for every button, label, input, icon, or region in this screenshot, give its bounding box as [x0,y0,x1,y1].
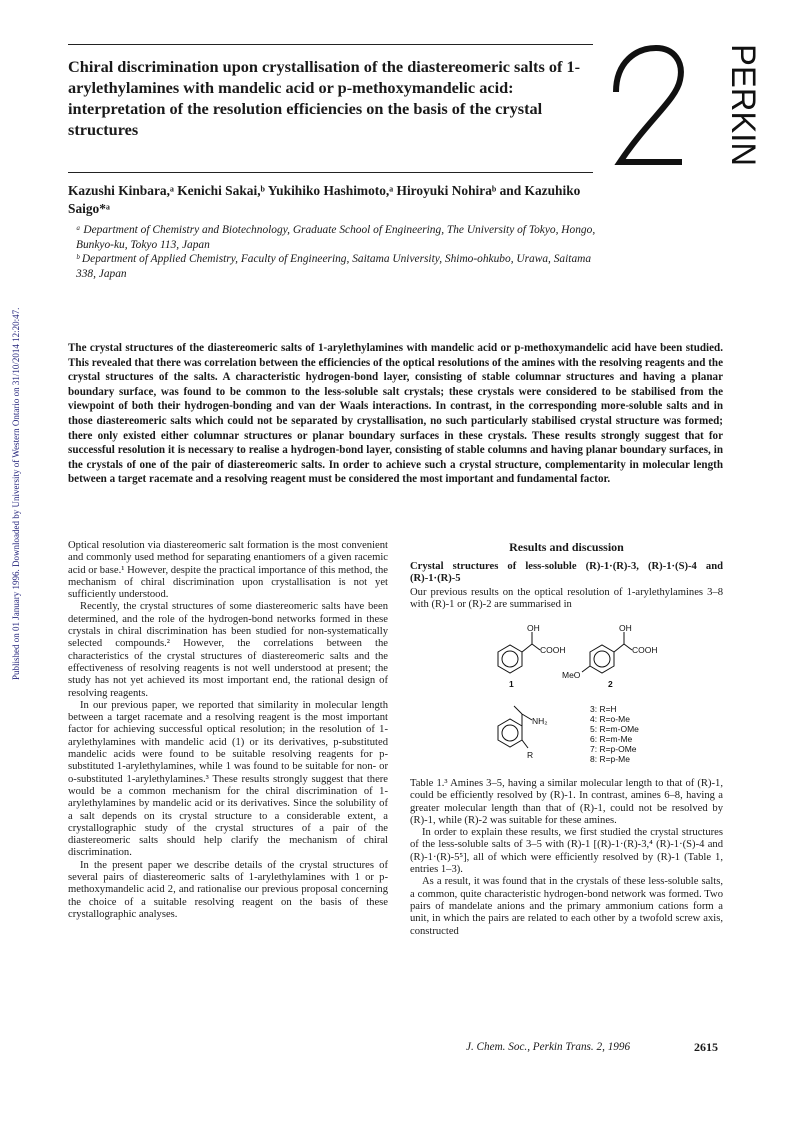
affiliation-b: ᵇ Department of Applied Chemistry, Faculty of Engineering, Saitama University, Shimo-ohkubo, Urawa, Saitama 338, Japan [76,253,592,280]
amine-list-8: 8: R=p-Me [590,754,630,764]
subsection-heading: Crystal structures of less-soluble (R)-1·(R)-3, (R)-1·(S)-4 and (R)-1·(R)-5 [410,561,723,585]
label-nh2: NH₂ [532,716,548,726]
download-watermark-text: Published on 01 January 1996. Downloaded by University of Western Ontario on 31/10/2014 12:20:47. [11,307,21,680]
label-cooh-1: COOH [540,645,566,655]
amine-list-4: 4: R=o-Me [590,714,630,724]
amine-list-6: 6: R=m-Me [590,734,633,744]
article-title: Chiral discrimination upon crystallisation of the diastereomeric salts of 1-arylethylamines with mandelic acid or p-methoxymandelic acid: interpretation of the resolution efficiencies on the basis of the crystal structures [68,57,581,139]
perkin-logo-number: 2 [608,40,609,41]
paragraph: Our previous results on the optical resolution of 1-arylethylamines 3–8 with (R)-1 or (R)-2 are summarised in [410,586,723,610]
paragraph: In the present paper we describe details of the crystal structures of several pairs of diastereomeric salts of 1-arylethylamines with 1 or p-methoxymandelic acid 2, and rationalise our previous proposal concerning the choice of a suitable resolving reagent on the basis of these crystallographic analyses. [68,859,388,920]
page-number: 2615 [694,1040,718,1054]
abstract: The crystal structures of the diastereomeric salts of 1-arylethylamines with mandelic acid or p-methoxymandelic acid have been studied. This revealed that there was correlation between the efficiencies of the optical resolutions of the amines with the resolving reagents and the crystal structures of the salts. A characteristic hydrogen-bond layer, consisting of stable columnar structures and having a planar boundary surface, was found to be common to the less-soluble salt crystals; these crystals were considered to be stabilised from the viewpoint of both their hydrogen-bonding and van der Waals interactions. In contrast, in the corresponding more-soluble salts and in those diastereomeric salts which could not be separated by crystallisation, no such particularly stabilised crystal structure was formed; there only existed either columnar structures or planar boundary surfaces in these crystals. These results strongly suggest that for successful resolution it is necessary to realise a hydrogen-bond layer, consisting of stable columns and having planar boundary surfaces, in the crystals of one of the pair of diastereomeric salts. In order to achieve such a crystal structure, complementarity in molecular length between a target racemate and a resolving reagent must be considered the most important and fundamental factor. [68,342,723,486]
label-cooh-2: COOH [632,645,658,655]
paragraph: Table 1.³ Amines 3–5, having a similar molecular length to that of (R)-1, could be efficiently resolved by (R)-1. In contrast, amines 6–8, having a greater molecular length than that of (R)-1, could not be resolved by (R)-1, while (R)-2 was suitable for these amines. [410,778,723,826]
label-oh-2: OH [619,623,632,633]
amine-list-3: 3: R=H [590,704,617,714]
affiliation-a: ᵃ Department of Chemistry and Biotechnology, Graduate School of Engineering, The University of Tokyo, Hongo, Bunkyo-ku, Tokyo 113, Japan [76,224,596,251]
paragraph: Recently, the crystal structures of some diastereomeric salts have been determined, and the role of the hydrogen-bond networks formed in these crystals in chiral discrimination has been studied for non-systematically selected compounds.² However, the correlations between the characteristics of the crystal structures of diastereomeric salts and the effectiveness of resolving reagents is not well understood at present; the study has not yet achieved its most important end, the rational design of resolving reagents. [68,601,388,699]
structure-arylethylamine [498,706,532,748]
label-oh-1: OH [527,623,540,633]
label-compound-1: 1 [509,679,514,689]
chemical-structures [410,622,723,772]
amine-list-7: 7: R=p-OMe [590,744,637,754]
title-top-rule [68,44,593,45]
section-heading: Results and discussion [509,540,624,554]
left-column [68,540,388,921]
paragraph: Optical resolution via diastereomeric salt formation is the most convenient and commonly used method for separating enantiomers of a given racemic acid or base.¹ However, despite the practical importance of this method, the mechanism of chiral discrimination upon crystallisation is not yet sufficiently understood. [68,540,388,601]
perkin-logo [608,40,762,171]
structure-methoxymandelic-acid [582,632,632,673]
download-watermark [4,210,21,680]
label-meo: MeO [562,670,581,680]
affiliations [76,223,596,281]
journal-citation: J. Chem. Soc., Perkin Trans. 2, 1996 [466,1041,631,1053]
title-bottom-rule [68,172,593,173]
paragraph: In our previous paper, we reported that similarity in molecular length between a target racemate and a resolving reagent is the most important factor for achieving successful optical resolution; in the resolution of 1-arylethylamines with mandelic acid (1) or its derivatives, p-substituted mandelic acids were found to be suitable resolving reagents for p-substituted 1-arylethylamines, while 1 was found to be suitable for non- or o-substituted 1-arylethylamines.³ These results strongly suggest that there would be a common mechanism for the chiral discrimination of 1-arylethylamines by mandelic acid or its derivatives. Since the solubility of a salt depends on its crystal structure to a considerable extent, a crystallographic study of the crystal structures of a pair of the diastereomeric salts should help clarify the mechanism of chiral discrimination. [68,699,388,859]
amine-list-5: 5: R=m-OMe [590,724,639,734]
perkin-logo-word: PERKIN [724,44,762,171]
paragraph: In order to explain these results, we first studied the crystal structures of the less-soluble salts of 3–5 with (R)-1 [(R)-1·(R)-3,⁴ (R)-1·(S)-4 and (R)-1·(R)-5⁵], all of which were efficiently resolved by (R)-1 (Table 1, entries 1–3). [410,827,723,876]
right-column-bottom [410,778,723,938]
label-compound-2: 2 [608,679,613,689]
paragraph: As a result, it was found that in the crystals of these less-soluble salts, a common, quite characteristic hydrogen-bond network was formed. Two pairs of mandelate anions and the primary ammonium cations form a unit, in which the pairs are related to each other by a twofold screw axis, constructed [410,876,723,937]
structure-mandelic-acid [498,632,540,673]
author-list: Kazushi Kinbara,ᵃ Kenichi Sakai,ᵇ Yukihiko Hashimoto,ᵃ Hiroyuki Nohiraᵇ and Kazuhiko Saigo*ᵃ [68,183,581,216]
right-column-top [410,540,723,611]
label-r: R [527,750,534,760]
